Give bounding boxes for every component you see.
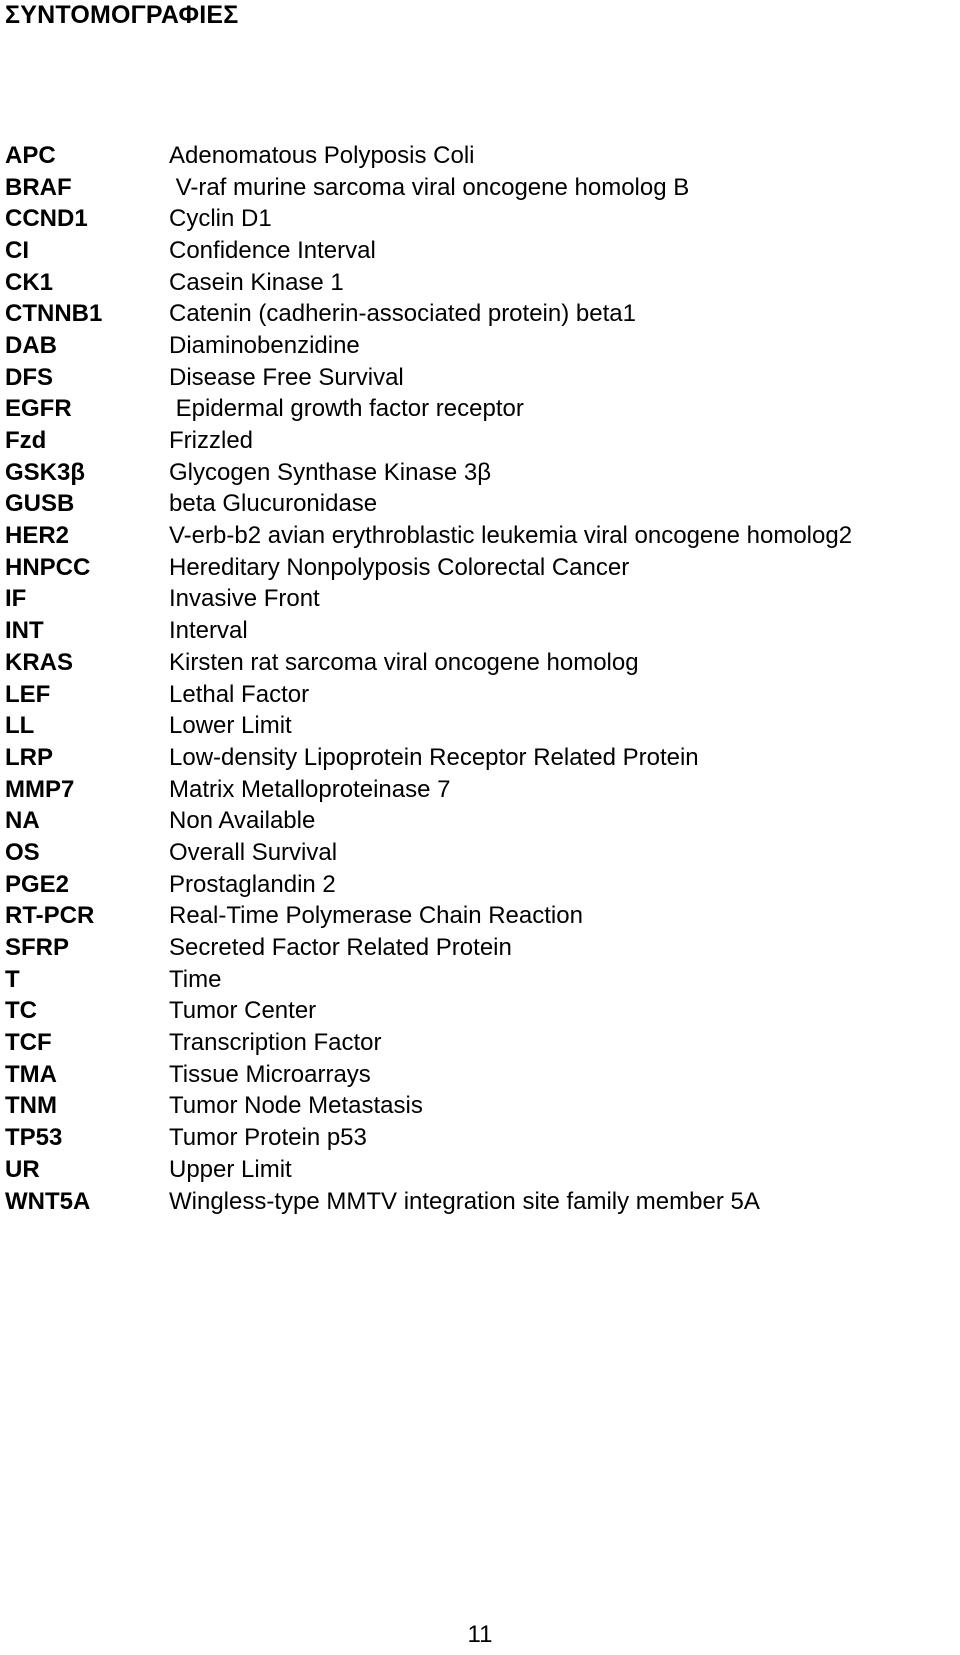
abbreviation-definition: Upper Limit [169, 1155, 292, 1183]
abbreviation-row [5, 964, 955, 996]
abbreviation-definition: V-raf murine sarcoma viral oncogene homolog B [169, 173, 690, 201]
abbreviation-row [5, 869, 955, 901]
abbreviation-row [5, 330, 955, 362]
abbreviation-row [5, 932, 955, 964]
abbreviation-term: SFRP [5, 934, 70, 962]
abbreviation-definition: Epidermal growth factor receptor [169, 395, 524, 423]
abbreviation-row [5, 742, 955, 774]
abbreviation-term: CI [5, 236, 29, 264]
abbreviation-term: GSK3β [5, 458, 86, 486]
abbreviation-list [5, 140, 955, 1217]
abbreviation-definition: Wingless-type MMTV integration site family member 5A [169, 1187, 760, 1215]
abbreviation-term: GUSB [5, 490, 75, 518]
abbreviation-row [5, 647, 955, 679]
abbreviation-definition: Prostaglandin 2 [169, 870, 336, 898]
abbreviation-definition: Transcription Factor [169, 1029, 382, 1057]
abbreviation-definition: Overall Survival [169, 838, 338, 866]
abbreviation-definition: Confidence Interval [169, 236, 376, 264]
abbreviation-row [5, 362, 955, 394]
abbreviation-term: KRAS [5, 648, 74, 676]
abbreviation-definition: Low-density Lipoprotein Receptor Related Protein [169, 743, 699, 771]
abbreviation-row [5, 140, 955, 172]
abbreviation-term: CK1 [5, 268, 54, 296]
abbreviation-term: INT [5, 617, 44, 645]
abbreviation-definition: Non Available [169, 807, 316, 835]
abbreviation-term: NA [5, 807, 40, 835]
abbreviation-definition: Tissue Microarrays [169, 1060, 371, 1088]
abbreviation-term: LL [5, 712, 35, 740]
abbreviation-term: BRAF [5, 173, 72, 201]
abbreviation-definition: Catenin (cadherin-associated protein) beta1 [169, 300, 636, 328]
abbreviation-row [5, 267, 955, 299]
abbreviation-row [5, 901, 955, 933]
abbreviation-definition: Secreted Factor Related Protein [169, 934, 512, 962]
abbreviation-definition: Hereditary Nonpolyposis Colorectal Cancer [169, 553, 630, 581]
page-number: 11 [467, 1621, 493, 1648]
abbreviation-term: TCF [5, 1029, 52, 1057]
abbreviation-term: RT-PCR [5, 902, 95, 930]
abbreviation-row [5, 552, 955, 584]
abbreviation-term: DAB [5, 331, 57, 359]
abbreviation-term: OS [5, 838, 40, 866]
abbreviation-term: APC [5, 141, 56, 169]
abbreviation-term: DFS [5, 363, 53, 391]
abbreviation-term: CCND1 [5, 205, 88, 233]
abbreviation-row [5, 172, 955, 204]
abbreviation-row [5, 235, 955, 267]
abbreviation-row [5, 710, 955, 742]
abbreviation-row [5, 996, 955, 1028]
abbreviation-term: UR [5, 1155, 40, 1183]
abbreviation-definition: Diaminobenzidine [169, 331, 360, 359]
abbreviation-definition: V-erb-b2 avian erythroblastic leukemia viral oncogene homolog2 [169, 522, 853, 550]
abbreviation-term: CTNNB1 [5, 300, 103, 328]
abbreviation-row [5, 1186, 955, 1218]
abbreviation-definition: Adenomatous Polyposis Coli [169, 141, 475, 169]
abbreviation-term: TMA [5, 1060, 57, 1088]
abbreviation-row [5, 1154, 955, 1186]
abbreviation-row [5, 615, 955, 647]
abbreviation-row [5, 679, 955, 711]
abbreviation-term: WNT5A [5, 1187, 91, 1215]
abbreviation-definition: Kirsten rat sarcoma viral oncogene homolog [169, 648, 639, 676]
abbreviation-definition: Tumor Protein p53 [169, 1124, 367, 1152]
abbreviation-term: Fzd [5, 427, 47, 455]
abbreviation-row [5, 837, 955, 869]
abbreviation-term: HNPCC [5, 553, 91, 581]
abbreviation-definition: Real-Time Polymerase Chain Reaction [169, 902, 583, 930]
abbreviation-row [5, 1091, 955, 1123]
abbreviation-definition: Lower Limit [169, 712, 292, 740]
abbreviation-row [5, 394, 955, 426]
abbreviation-definition: Frizzled [169, 427, 254, 455]
abbreviation-row [5, 298, 955, 330]
abbreviation-row [5, 774, 955, 806]
abbreviation-definition: Disease Free Survival [169, 363, 404, 391]
page-title: ΣΥΝΤΟΜΟΓΡΑΦΙΕΣ [5, 1, 239, 29]
abbreviation-definition: Tumor Center [169, 997, 317, 1025]
abbreviation-definition: Casein Kinase 1 [169, 268, 344, 296]
abbreviation-definition: beta Glucuronidase [169, 490, 378, 518]
abbreviation-definition: Tumor Node Metastasis [169, 1092, 423, 1120]
abbreviation-row [5, 203, 955, 235]
abbreviation-row [5, 520, 955, 552]
abbreviation-definition: Interval [169, 617, 248, 645]
abbreviation-row [5, 457, 955, 489]
abbreviation-term: MMP7 [5, 775, 75, 803]
abbreviation-row [5, 1122, 955, 1154]
abbreviation-definition: Time [169, 965, 222, 993]
abbreviation-row [5, 489, 955, 521]
abbreviation-row [5, 425, 955, 457]
abbreviation-definition: Cyclin D1 [169, 205, 272, 233]
abbreviation-term: LRP [5, 743, 53, 771]
abbreviation-term: LEF [5, 680, 51, 708]
abbreviation-term: TP53 [5, 1124, 63, 1152]
abbreviation-row [5, 584, 955, 616]
abbreviation-row [5, 1027, 955, 1059]
abbreviation-term: TNM [5, 1092, 57, 1120]
abbreviation-term: PGE2 [5, 870, 70, 898]
abbreviation-term: EGFR [5, 395, 72, 423]
abbreviation-definition: Glycogen Synthase Kinase 3β [169, 458, 491, 486]
abbreviation-row [5, 805, 955, 837]
abbreviation-term: IF [5, 585, 27, 613]
abbreviation-term: HER2 [5, 522, 70, 550]
abbreviation-term: TC [5, 997, 37, 1025]
abbreviation-definition: Invasive Front [169, 585, 320, 613]
abbreviation-row [5, 1059, 955, 1091]
abbreviation-definition: Lethal Factor [169, 680, 310, 708]
abbreviation-definition: Matrix Metalloproteinase 7 [169, 775, 451, 803]
abbreviation-term: T [5, 965, 20, 993]
